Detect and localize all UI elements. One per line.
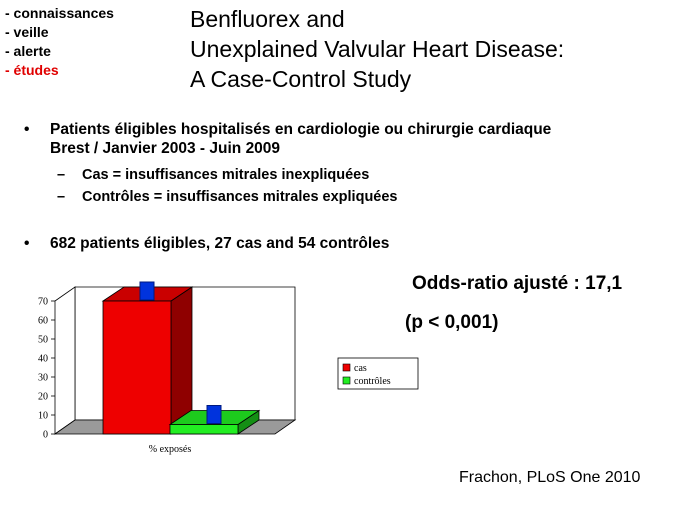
bar-controles [170, 425, 238, 435]
legend-label: cas [354, 363, 367, 374]
bullet-patients-line-2: Brest / Janvier 2003 - Juin 2009 [50, 140, 281, 157]
legend-label: contrôles [354, 376, 391, 387]
topic-list [5, 4, 114, 80]
y-tick-label: 50 [38, 334, 48, 346]
y-tick-label: 60 [38, 315, 48, 327]
chart-side-wall [55, 287, 75, 434]
dash-marker: – [57, 189, 66, 205]
y-tick-label: 20 [38, 391, 48, 403]
bullet-marker: • [24, 235, 30, 252]
bullet-marker: • [24, 121, 30, 138]
bullet-patients-line-1: Patients éligibles hospitalisés en cardiologie ou chirurgie cardiaque [50, 121, 552, 138]
x-axis-label: % exposés [148, 444, 192, 455]
exposure-bar-chart [0, 260, 460, 460]
y-tick-label: 10 [38, 410, 48, 422]
sub-bullet-controles-text: Contrôles = insuffisances mitrales expliquées [82, 189, 398, 205]
topic-connaissances: - connaissances [5, 5, 114, 21]
bar-value-marker [207, 406, 221, 424]
citation: Frachon, PLoS One 2010 [459, 469, 641, 486]
legend-swatch [343, 364, 350, 371]
y-tick-label: 0 [43, 429, 48, 441]
title-line-1: Benfluorex and [190, 6, 345, 32]
chart-legend [338, 358, 418, 389]
sub-bullet-cas [24, 164, 689, 186]
legend-swatch [343, 377, 350, 384]
y-tick-label: 30 [38, 372, 48, 384]
slide-title [190, 4, 564, 94]
p-value: (p < 0,001) [405, 312, 499, 333]
bullet-patients-count-text: 682 patients éligibles, 27 cas and 54 contrôles [50, 235, 390, 252]
sub-bullet-controles [24, 186, 689, 208]
topic-etudes: - études [5, 62, 59, 78]
bullet-patients-count [24, 234, 389, 253]
bullet-patients [24, 120, 689, 158]
topic-veille: - veille [5, 24, 49, 40]
bar-value-marker [140, 282, 154, 300]
sub-bullet-cas-text: Cas = insuffisances mitrales inexpliquées [82, 167, 370, 183]
title-line-2: Unexplained Valvular Heart Disease: [190, 36, 565, 62]
title-line-3: A Case-Control Study [190, 66, 412, 92]
chart-labels [38, 297, 48, 441]
topic-alerte: - alerte [5, 43, 51, 59]
odds-ratio: Odds-ratio ajusté : 17,1 [412, 273, 623, 294]
bar-cas [103, 301, 171, 434]
y-tick-label: 40 [38, 353, 48, 365]
bullet-list [24, 120, 689, 208]
dash-marker: – [57, 167, 66, 183]
y-tick-label: 70 [38, 296, 48, 308]
